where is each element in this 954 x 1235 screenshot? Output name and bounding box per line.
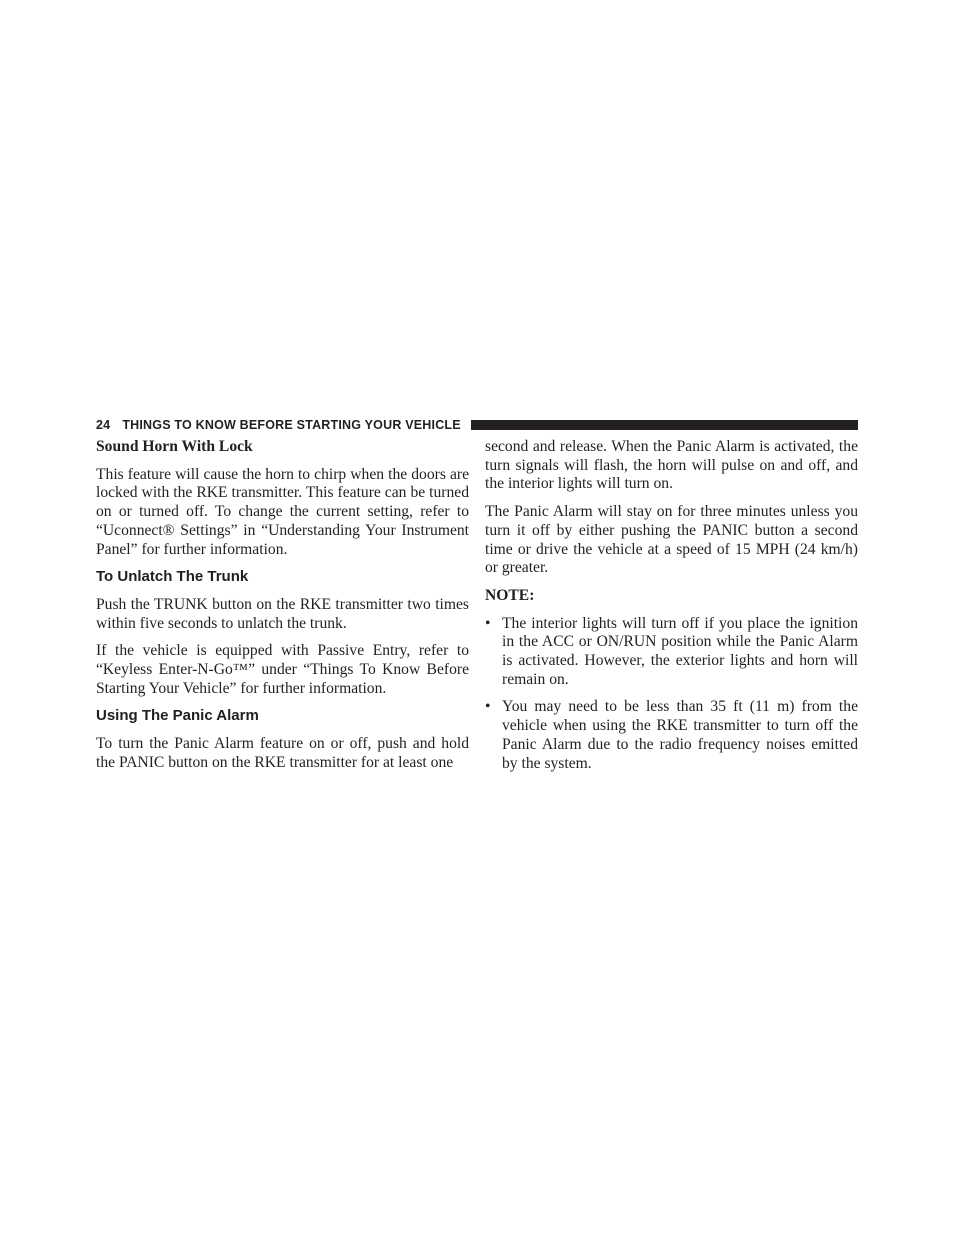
note-label: NOTE: [485,586,535,604]
header-rule [471,420,858,430]
paragraph-unlatch-trunk: Push the TRUNK button on the RKE transmitter two times within five seconds to unlatch the trunk. [96,595,469,632]
heading-sound-horn-with-lock: Sound Horn With Lock [96,438,253,455]
paragraph-panic-alarm-duration: The Panic Alarm will stay on for three minutes unless you turn it off by either pushing the PANIC button a second time or drive the vehicle at a speed of 15 MPH (24 km/h) or greater. [485,503,858,577]
list-item-text: The interior lights will turn off if you place the ignition in the ACC or ON/RUN position while the Panic Alarm is activated. However, the exterior lights and horn will remain on. [502,614,858,688]
heading-panic-alarm: Using The Panic Alarm [96,707,259,725]
heading-unlatch-trunk: To Unlatch The Trunk [96,568,249,586]
bullet-icon: • [485,698,491,716]
page-number: 24 [96,418,111,432]
list-item [485,615,858,690]
bullet-icon: • [485,614,491,632]
left-column [96,438,469,782]
paragraph-panic-alarm-start: To turn the Panic Alarm feature on or off, push and hold the PANIC button on the RKE transmitter for at least one [96,735,469,771]
list-item-text: You may need to be less than 35 ft (11 m) from the vehicle when using the RKE transmitter to turn off the Panic Alarm due to the radio frequency noises emitted by the system. [502,698,858,772]
paragraph-sound-horn: This feature will cause the horn to chirp when the doors are locked with the RKE transmitter. This feature can be turned on or turned off. To change the current setting, refer to “Uconnect® Settings” in “Understanding Your Instrument Panel” for further information. [96,465,469,558]
list-item [485,698,858,773]
paragraph-panic-alarm-continued: second and release. When the Panic Alarm is activated, the turn signals will flash, the horn will pulse on and off, and the interior lights will turn on. [485,438,858,493]
running-header [96,417,858,433]
section-title: THINGS TO KNOW BEFORE STARTING YOUR VEHICLE [122,418,461,432]
right-column [485,438,858,782]
paragraph-passive-entry: If the vehicle is equipped with Passive Entry, refer to “Keyless Enter-N-Go™” under “Things To Know Before Starting Your Vehicle” for further information. [96,642,469,697]
note-list [485,615,858,774]
